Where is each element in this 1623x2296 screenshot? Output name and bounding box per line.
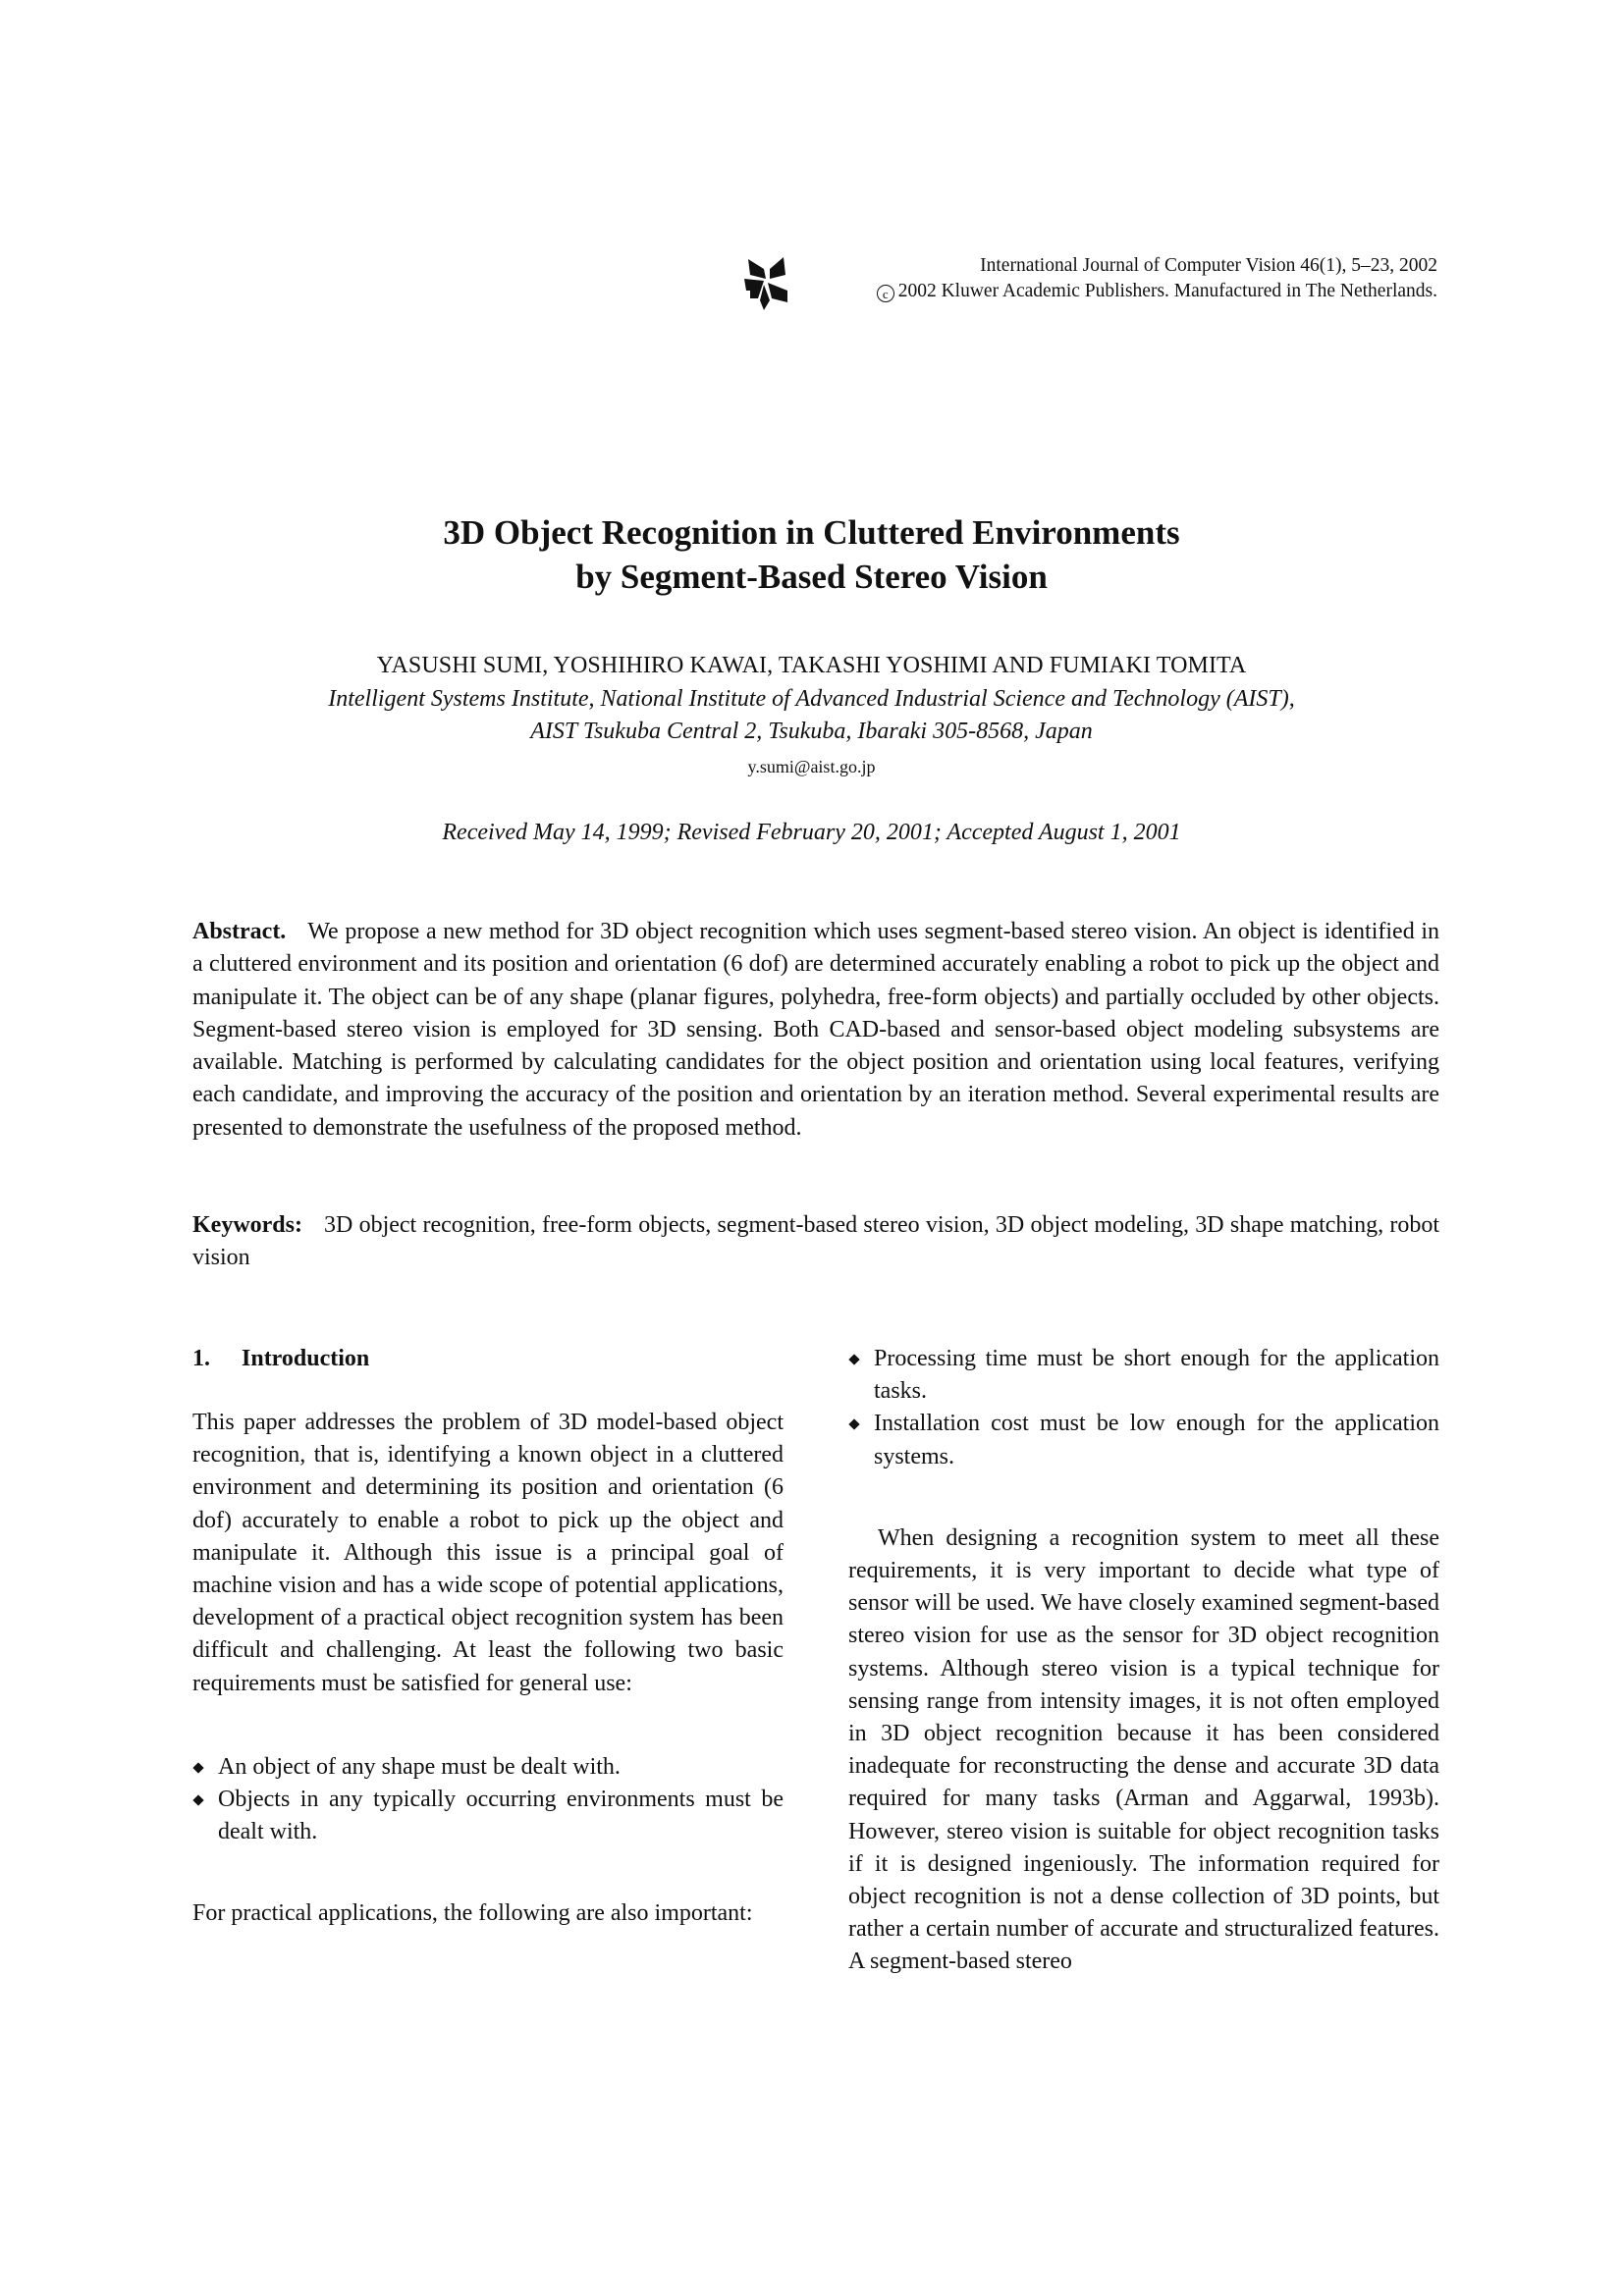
author-list: YASUSHI SUMI, YOSHIHIRO KAWAI, TAKASHI YOSHIMI AND FUMIAKI TOMITA	[376, 653, 1247, 678]
list-item: Processing time must be short enough for the application tasks.	[848, 1343, 1439, 1408]
basic-requirements-list	[192, 1751, 784, 1849]
bullet-icon	[192, 1762, 203, 1773]
practical-requirements-list	[848, 1343, 1439, 1473]
abstract-label: Abstract.	[192, 919, 287, 944]
list-item: Installation cost must be low enough for the application systems.	[848, 1408, 1439, 1472]
submission-dates: Received May 14, 1999; Revised February 20, 2001; Accepted August 1, 2001	[442, 820, 1181, 845]
author-email: y.sumi@aist.go.jp	[747, 757, 876, 776]
section-number: 1.	[192, 1346, 210, 1371]
copyright-icon: c	[877, 285, 894, 302]
keywords-label: Keywords:	[192, 1212, 302, 1238]
section-heading-introduction	[192, 1343, 784, 1375]
journal-header	[744, 253, 1437, 312]
affiliation-line-2: AIST Tsukuba Central 2, Tsukuba, Ibaraki 305-8568, Japan	[530, 719, 1093, 744]
list-item: An object of any shape must be dealt with.	[192, 1751, 784, 1784]
section-title: Introduction	[242, 1346, 370, 1371]
affiliation	[0, 683, 1623, 748]
keywords-text: 3D object recognition, free-form objects, segment-based stereo vision, 3D object modeling, 3D shape matching, robot vision	[192, 1212, 1439, 1271]
title-line-1: 3D Object Recognition in Cluttered Environments	[443, 513, 1180, 552]
paper-title	[0, 510, 1623, 599]
copyright-text: 2002 Kluwer Academic Publishers. Manufactured in The Netherlands.	[897, 281, 1437, 301]
left-column	[192, 1343, 784, 1931]
journal-citation: International Journal of Computer Vision 46(1), 5–23, 2002	[980, 255, 1437, 276]
bullet-icon	[848, 1354, 859, 1364]
keywords	[192, 1209, 1439, 1275]
title-line-2: by Segment-Based Stereo Vision	[575, 558, 1048, 596]
copyright-line	[877, 279, 1437, 304]
kluwer-publisher-logo-icon	[744, 255, 789, 310]
list-item: Objects in any typically occurring environments must be dealt with.	[192, 1784, 784, 1848]
abstract-text: We propose a new method for 3D object recognition which uses segment-based stereo vision. An object is identified in a cluttered environment and its position and orientation (6 dof) are determined accurately enabling a robot to pick up the object and manipulate it. The object can be of any shape (planar figures, polyhedra, free-form objects) and partially occluded by other objects. Segment-based stereo vision is employed for 3D sensing. Both CAD-based and sensor-based object modeling subsystems are available. Matching is performed by calculating candidates for the object position and orientation using local features, verifying each candidate, and improving the accuracy of the position and orientation by an iteration method. Several experimental results are presented to demonstrate the usefulness of the proposed method.	[192, 919, 1439, 1141]
intro-paragraph-2: For practical applications, the following are also important:	[192, 1900, 753, 1927]
bullet-icon	[192, 1794, 203, 1805]
affiliation-line-1: Intelligent Systems Institute, National Institute of Advanced Industrial Science and Technology (AIST),	[328, 686, 1295, 712]
right-column	[848, 1343, 1439, 1979]
bullet-icon	[848, 1419, 859, 1430]
intro-paragraph-1: This paper addresses the problem of 3D model-based object recognition, that is, identifying a known object in a cluttered environment and determining its position and orientation (6 dof) accurately to enable a robot to pick up the object and manipulate it. Although this issue is a principal goal of machine vision and has a wide scope of potential applications, development of a practical object recognition system has been difficult and challenging. At least the following two basic requirements must be satisfied for general use:	[192, 1410, 784, 1696]
intro-paragraph-3: When designing a recognition system to meet all these requirements, it is very important to decide what type of sensor will be used. We have closely examined segment-based stereo vision for use as the sensor for 3D object recognition systems. Although stereo vision is a typical technique for sensing range from intensity images, it is not often employed in 3D object recognition because it has been considered inadequate for reconstructing the dense and accurate 3D data required for many tasks (Arman and Aggarwal, 1993b). However, stereo vision is suitable for object recognition tasks if it is designed ingeniously. The information required for object recognition is not a dense collection of 3D points, but rather a certain number of accurate and structuralized features. A segment-based stereo	[848, 1524, 1439, 1975]
abstract	[192, 916, 1439, 1145]
